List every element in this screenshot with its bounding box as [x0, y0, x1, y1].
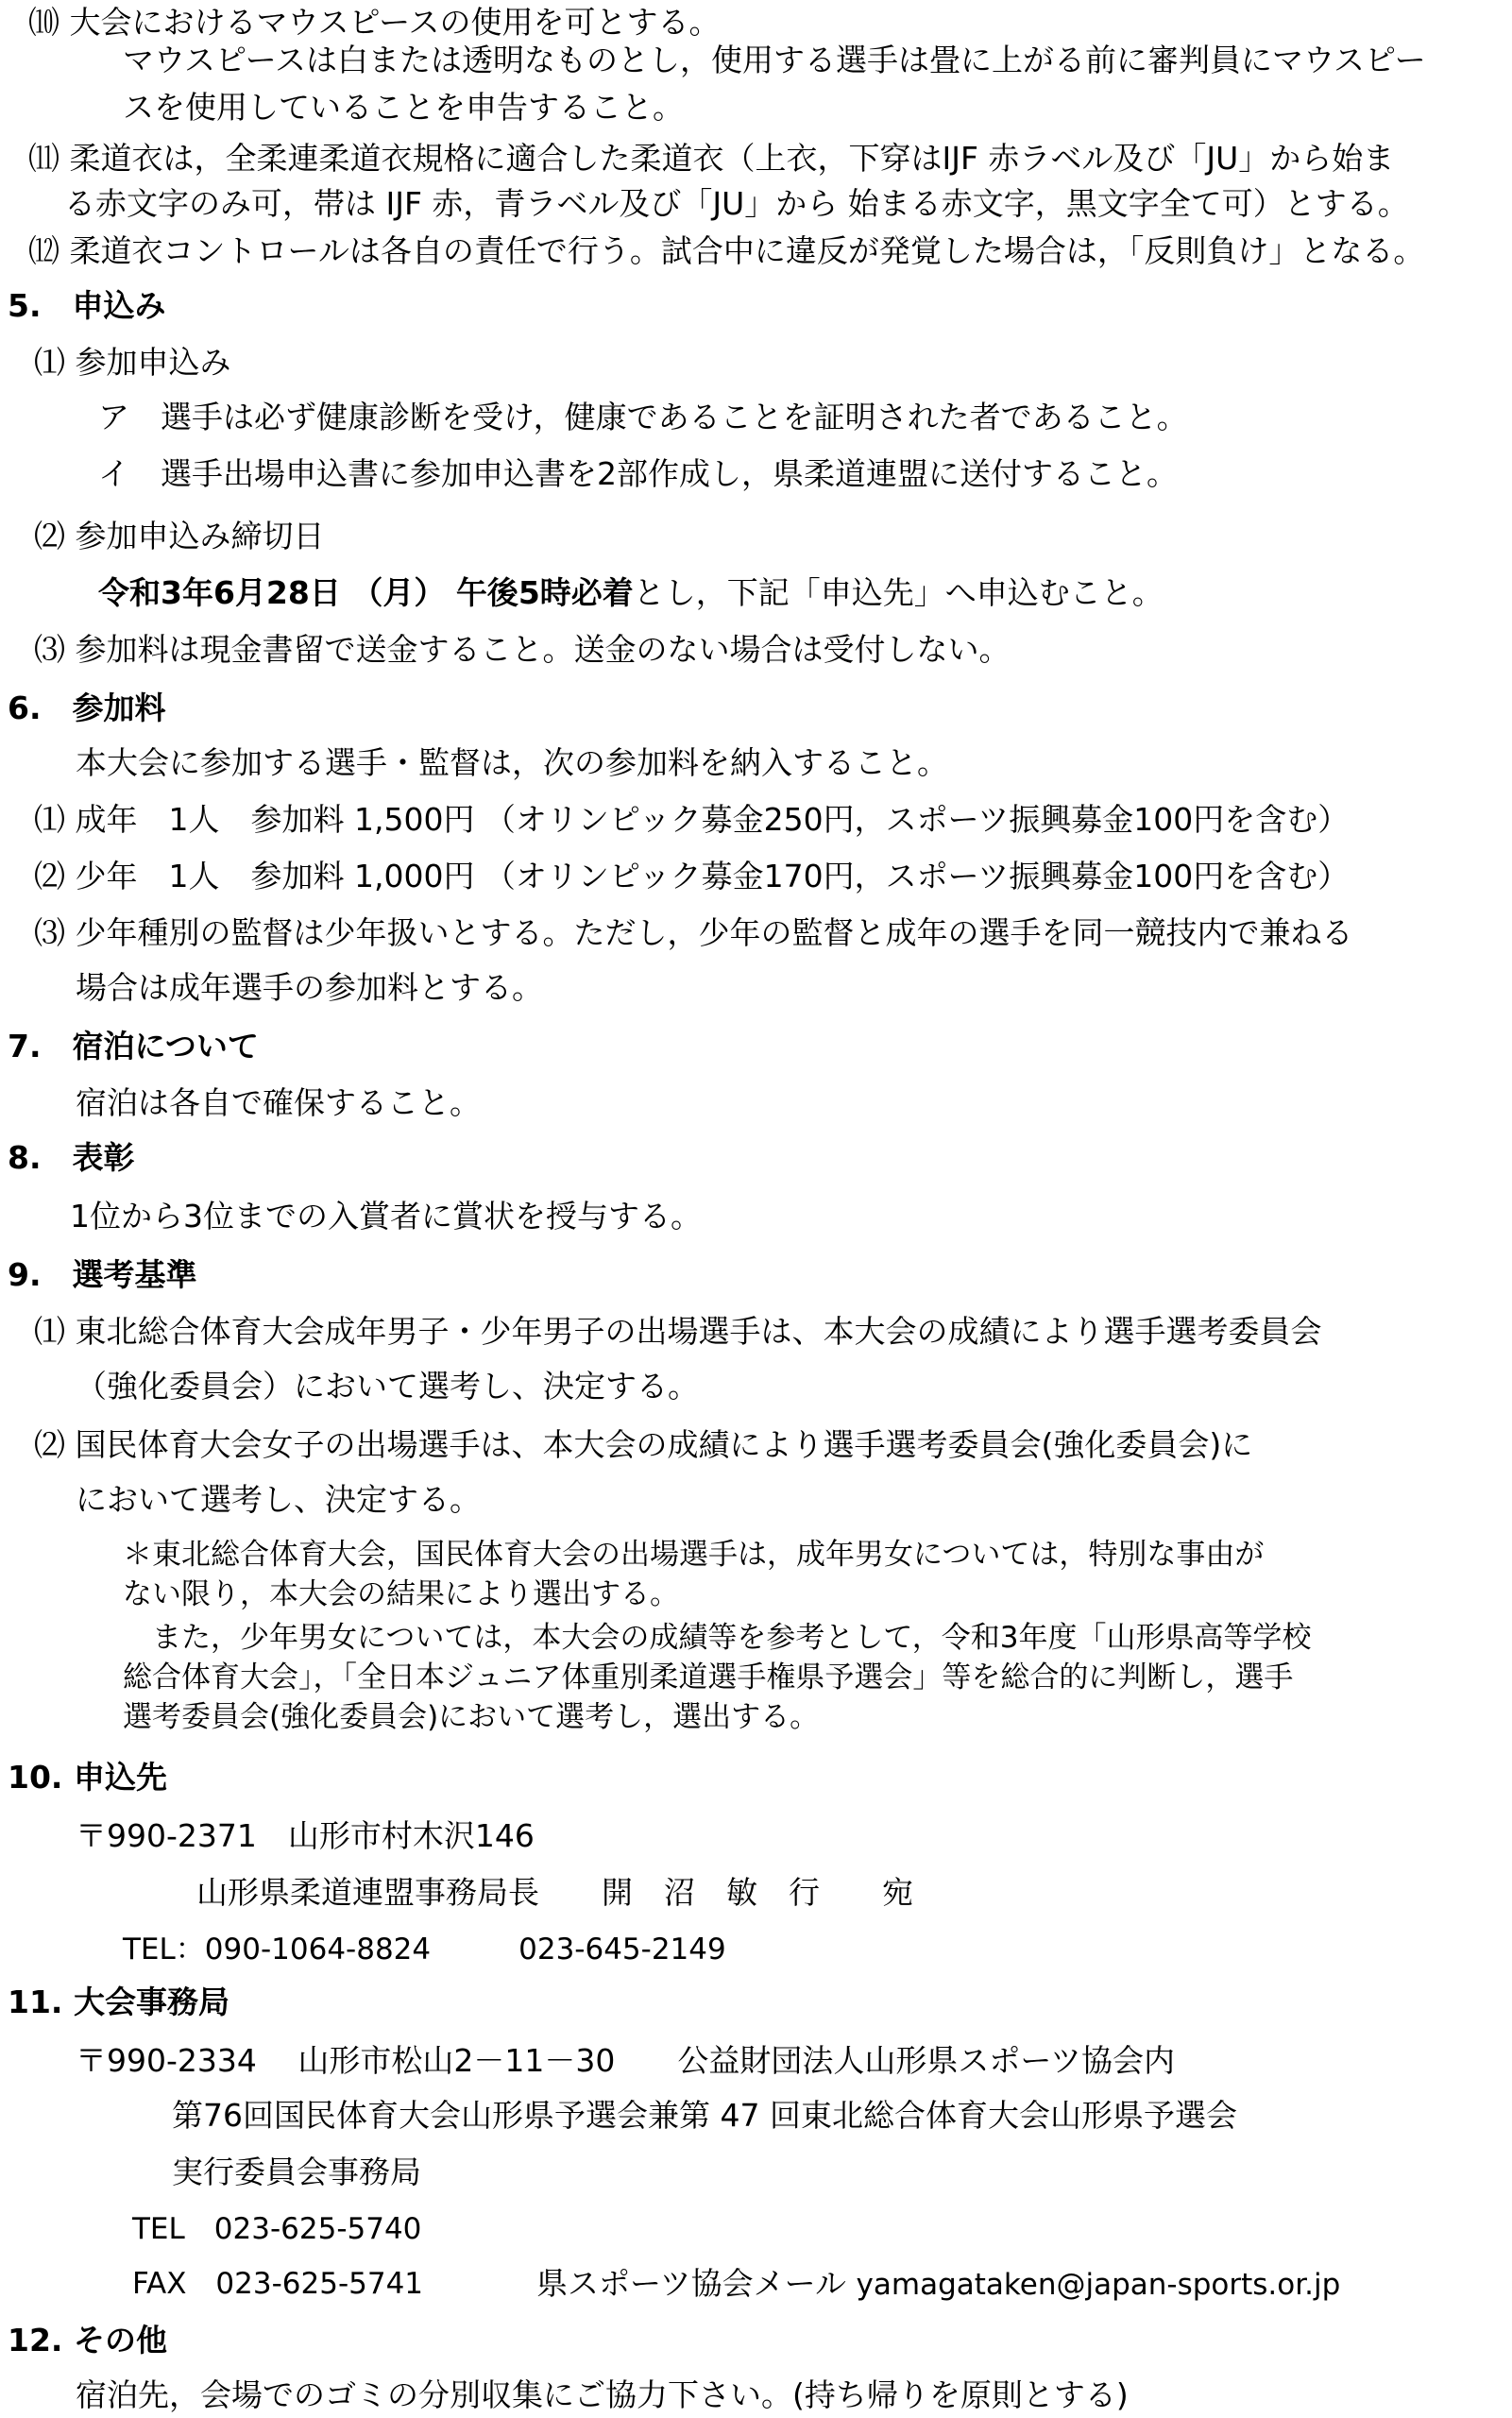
item-12-line-1: ⑿ 柔道衣コントロールは各自の責任で行う。試合中に違反が発覚した場合は，「反則負け」となる。: [28, 232, 1425, 269]
sec6-p3-line-1: ⑶ 少年種別の監督は少年扱いとする。ただし，少年の監督と成年の選手を同一競技内で兼ねる: [34, 914, 1353, 951]
mail-address-link[interactable]: yamagataken@japan-sports.or.jp: [856, 2268, 1341, 2302]
section-10-heading: 10. 申込先: [8, 1759, 167, 1796]
section-8-heading: 8. 表彰: [8, 1139, 135, 1176]
section-6-heading: 6. 参加料: [8, 690, 166, 726]
sec6-p2: ⑵ 少年 1人 参加料 1,000円 （オリンピック募金170円，スポーツ振興募金100円を含む）: [34, 858, 1350, 894]
sec11-fax: FAX 023-625-5741: [132, 2267, 424, 2301]
sec10-tel: TEL：090-1064-8824 023-645-2149: [123, 1933, 726, 1967]
sec6-intro: 本大会に参加する選手・監督は，次の参加料を納入すること。: [76, 744, 948, 781]
sec11-mail-line: [536, 2263, 1340, 2305]
sec6-p3-line-2: 場合は成年選手の参加料とする。: [76, 969, 543, 1006]
sec10-address: 〒990-2371 山形市村木沢146: [76, 1817, 535, 1854]
sec9-note-line-2: ない限り，本大会の結果により選出する。: [123, 1577, 679, 1611]
sec5-p3: ⑶ 参加料は現金書留で送金すること。送金のない場合は受付しない。: [34, 631, 1011, 668]
section-7-heading: 7. 宿泊について: [8, 1028, 259, 1064]
sec11-address: 〒990-2334 山形市松山2－11－30 公益財団法人山形県スポーツ協会内: [76, 2042, 1176, 2079]
section-12-heading: 12. その他: [8, 2322, 167, 2358]
deadline-rest: とし，下記「申込先」へ申込むこと。: [633, 574, 1164, 611]
sec11-office-line-1: 第76回国民体育大会山形県予選会兼第 47 回東北総合体育大会山形県予選会: [172, 2097, 1237, 2134]
section-11-heading: 11. 大会事務局: [8, 1984, 229, 2020]
sec9-note-line-5: 選考委員会(強化委員会)において選考し，選出する。: [123, 1700, 820, 1734]
section-9-heading: 9. 選考基準: [8, 1256, 197, 1293]
sec5-p2-title: ⑵ 参加申込み締切日: [34, 518, 325, 554]
sec9-p2-line-1: ⑵ 国民体育大会女子の出場選手は、本大会の成績により選手選考委員会(強化委員会)に: [34, 1426, 1253, 1463]
mail-label: 県スポーツ協会メール: [536, 2265, 847, 2302]
sec5-p1-b: イ 選手出場申込書に参加申込書を2部作成し，県柔道連盟に送付すること。: [98, 455, 1178, 492]
sec7-body: 宿泊は各自で確保すること。: [76, 1084, 481, 1121]
item-10-line-2: マウスピースは白または透明なものとし，使用する選手は畳に上がる前に審判員にマウスピー: [123, 42, 1426, 78]
item-10-line-3: スを使用していることを申告すること。: [123, 89, 684, 126]
sec9-note-line-3: また，少年男女については，本大会の成績等を参考として，令和3年度「山形県高等学校: [123, 1621, 1312, 1655]
sec11-office-line-2: 実行委員会事務局: [172, 2154, 421, 2190]
sec10-recipient: 山形県柔道連盟事務局長 開 沼 敏 行 宛: [196, 1874, 913, 1911]
item-11-line-2: る赤文字のみ可，帯は IJF 赤，青ラベル及び「JU」から 始まる赤文字，黒文字全て可）とする。: [64, 185, 1409, 222]
sec5-p2-deadline-line: [98, 572, 1164, 614]
sec8-body: 1位から3位までの入賞者に賞状を授与する。: [70, 1198, 702, 1235]
sec6-p1: ⑴ 成年 1人 参加料 1,500円 （オリンピック募金250円，スポーツ振興募金100円を含む）: [34, 801, 1350, 838]
sec9-p1-line-1: ⑴ 東北総合体育大会成年男子・少年男子の出場選手は、本大会の成績により選手選考委員会: [34, 1313, 1322, 1350]
sec11-tel: TEL 023-625-5740: [132, 2212, 422, 2246]
sec9-note-line-1: ＊東北総合体育大会，国民体育大会の出場選手は，成年男女については，特別な事由が: [123, 1538, 1265, 1572]
sec9-p1-line-2: （強化委員会）において選考し、決定する。: [76, 1368, 699, 1405]
section-5-heading: 5. 申込み: [8, 287, 166, 324]
item-11-line-1: ⑾ 柔道衣は，全柔連柔道衣規格に適合した柔道衣（上衣，下穿はIJF 赤ラベル及び「JU」から始ま: [28, 140, 1395, 177]
sec5-p1-a: ア 選手は必ず健康診断を受け，健康であることを証明された者であること。: [98, 399, 1188, 435]
sec5-p1-title: ⑴ 参加申込み: [34, 344, 231, 381]
sec9-p2-line-2: において選考し、決定する。: [76, 1481, 481, 1518]
deadline-date: 令和3年6月28日 （月） 午後5時必着: [98, 574, 634, 611]
item-10-line-1: ⑽ 大会におけるマウスピースの使用を可とする。: [28, 4, 721, 41]
sec12-body: 宿泊先，会場でのゴミの分別収集にご協力下さい。(持ち帰りを原則とする): [76, 2376, 1129, 2413]
sec9-note-line-4: 総合体育大会」，「全日本ジュニア体重別柔道選手権県予選会」等を総合的に判断し，選手: [123, 1660, 1294, 1694]
